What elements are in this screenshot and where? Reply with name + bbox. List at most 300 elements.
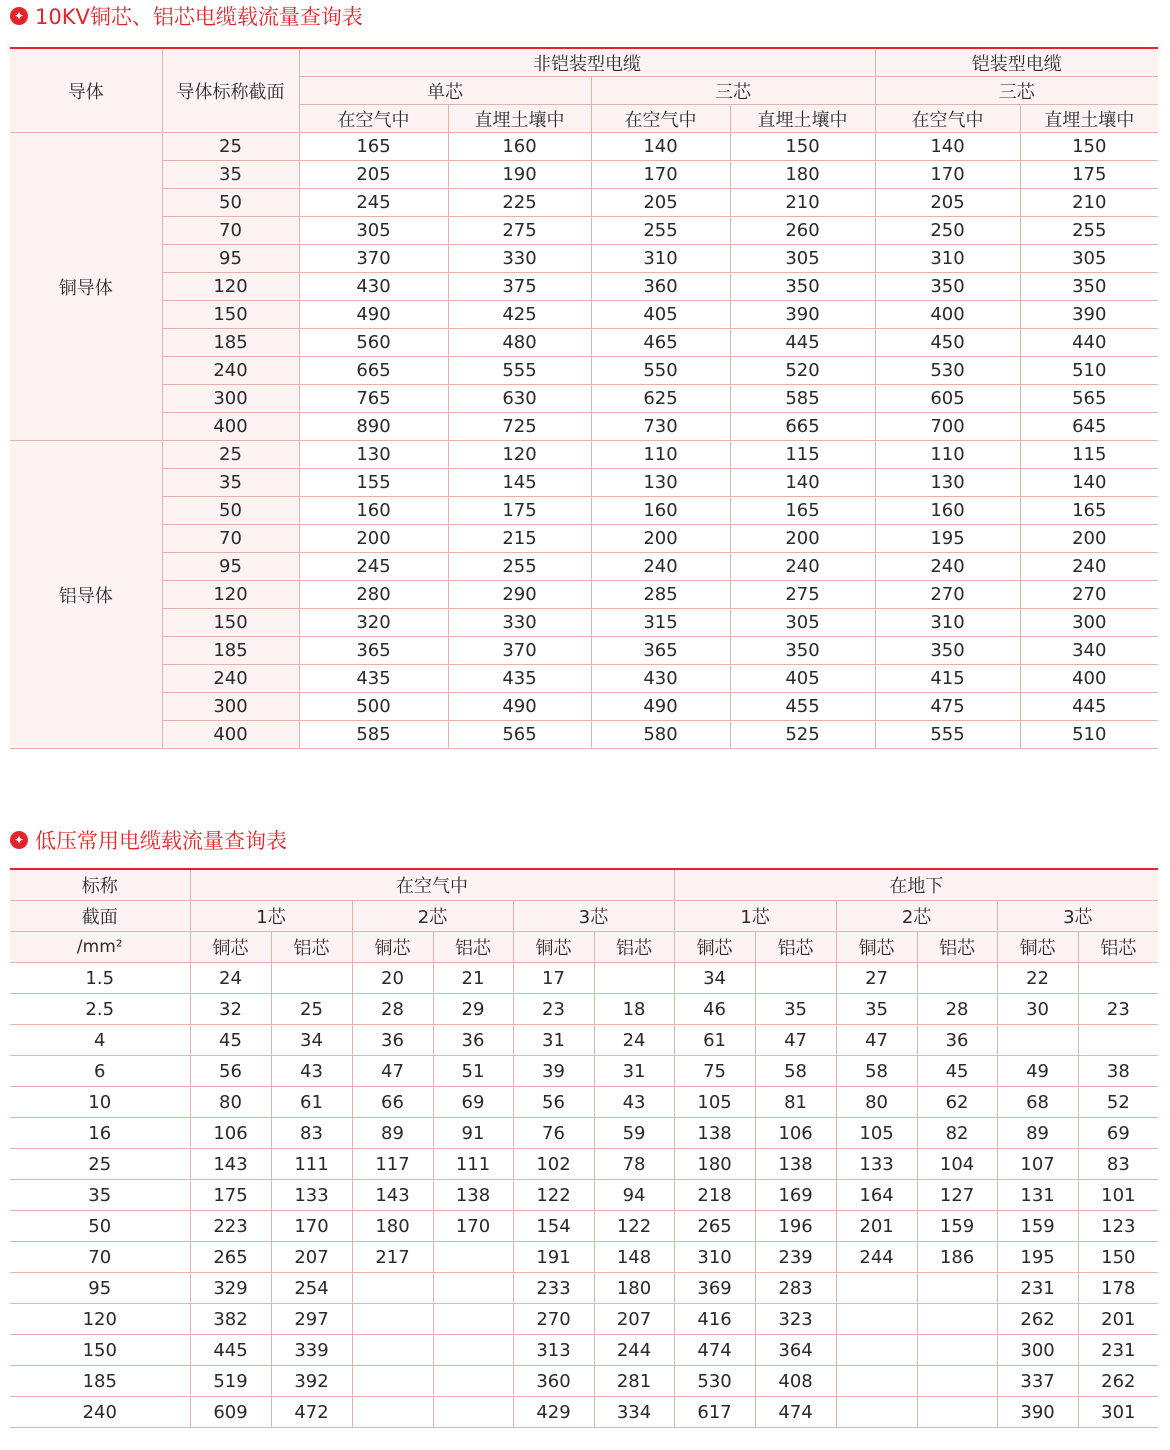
value-cell: 80	[190, 1087, 271, 1118]
value-cell: 148	[594, 1242, 674, 1273]
header-material: 铝芯	[594, 932, 674, 963]
value-cell: 111	[433, 1149, 513, 1180]
section-cell: 300	[162, 693, 299, 721]
value-cell: 21	[433, 963, 513, 994]
table-row	[10, 329, 1158, 357]
value-cell: 122	[513, 1180, 594, 1211]
header-unit: /mm²	[10, 932, 190, 963]
value-cell: 56	[513, 1087, 594, 1118]
table-row	[10, 497, 1158, 525]
value-cell: 170	[433, 1211, 513, 1242]
value-cell: 39	[513, 1056, 594, 1087]
value-cell: 61	[674, 1025, 755, 1056]
table-row	[10, 721, 1158, 749]
value-cell: 510	[1020, 357, 1158, 385]
table-row	[10, 1056, 1158, 1087]
value-cell	[917, 1366, 997, 1397]
header-core-count: 3芯	[997, 901, 1158, 932]
value-cell: 625	[591, 385, 730, 413]
section-cell: 25	[162, 133, 299, 161]
value-cell: 305	[730, 609, 875, 637]
value-cell: 400	[875, 301, 1020, 329]
value-cell: 24	[190, 963, 271, 994]
value-cell: 28	[917, 994, 997, 1025]
value-cell: 138	[674, 1118, 755, 1149]
header-section: 导体标称截面	[162, 49, 299, 133]
value-cell: 560	[299, 329, 448, 357]
value-cell: 164	[836, 1180, 917, 1211]
section-cell: 185	[162, 637, 299, 665]
table-row	[10, 469, 1158, 497]
header-material: 铝芯	[271, 932, 352, 963]
value-cell: 765	[299, 385, 448, 413]
value-cell: 115	[1020, 441, 1158, 469]
value-cell: 255	[448, 553, 591, 581]
header-in-air: 在空气中	[190, 870, 674, 901]
value-cell: 170	[271, 1211, 352, 1242]
value-cell: 200	[730, 525, 875, 553]
value-cell: 283	[755, 1273, 836, 1304]
value-cell: 270	[875, 581, 1020, 609]
value-cell: 102	[513, 1149, 594, 1180]
value-cell: 106	[755, 1118, 836, 1149]
value-cell: 207	[594, 1304, 674, 1335]
value-cell	[836, 1397, 917, 1428]
value-cell	[433, 1397, 513, 1428]
value-cell: 140	[730, 469, 875, 497]
table-row	[10, 637, 1158, 665]
value-cell: 210	[730, 189, 875, 217]
value-cell: 155	[299, 469, 448, 497]
table-row	[10, 665, 1158, 693]
value-cell: 297	[271, 1304, 352, 1335]
value-cell: 472	[271, 1397, 352, 1428]
star-icon: ✦	[10, 831, 28, 849]
table-row	[10, 553, 1158, 581]
section-cell: 25	[162, 441, 299, 469]
value-cell: 160	[299, 497, 448, 525]
table-row	[10, 245, 1158, 273]
value-cell	[594, 963, 674, 994]
value-cell: 430	[299, 273, 448, 301]
value-cell: 245	[299, 553, 448, 581]
value-cell: 580	[591, 721, 730, 749]
value-cell: 170	[591, 161, 730, 189]
value-cell: 630	[448, 385, 591, 413]
value-cell: 150	[1020, 133, 1158, 161]
value-cell: 138	[433, 1180, 513, 1211]
header-core-count: 3芯	[513, 901, 674, 932]
section-cell: 70	[10, 1242, 190, 1273]
value-cell: 490	[448, 693, 591, 721]
value-cell: 175	[448, 497, 591, 525]
header-material: 铜芯	[352, 932, 433, 963]
value-cell: 130	[591, 469, 730, 497]
value-cell: 240	[875, 553, 1020, 581]
value-cell: 305	[299, 217, 448, 245]
value-cell	[352, 1335, 433, 1366]
value-cell: 320	[299, 609, 448, 637]
section-cell: 70	[162, 217, 299, 245]
value-cell: 217	[352, 1242, 433, 1273]
value-cell: 94	[594, 1180, 674, 1211]
value-cell	[433, 1242, 513, 1273]
table-row	[10, 1242, 1158, 1273]
value-cell: 133	[836, 1149, 917, 1180]
value-cell	[1078, 1025, 1158, 1056]
section-cell: 150	[10, 1335, 190, 1366]
value-cell: 154	[513, 1211, 594, 1242]
value-cell: 519	[190, 1366, 271, 1397]
value-cell: 196	[755, 1211, 836, 1242]
value-cell: 617	[674, 1397, 755, 1428]
value-cell: 28	[352, 994, 433, 1025]
table-row	[10, 301, 1158, 329]
section-cell: 4	[10, 1025, 190, 1056]
value-cell: 240	[1020, 553, 1158, 581]
value-cell: 170	[875, 161, 1020, 189]
section-cell: 50	[162, 189, 299, 217]
table-row	[10, 161, 1158, 189]
value-cell: 555	[448, 357, 591, 385]
section-cell: 16	[10, 1118, 190, 1149]
section-cell: 50	[10, 1211, 190, 1242]
value-cell: 30	[997, 994, 1078, 1025]
conductor-group-label: 铝导体	[10, 441, 162, 749]
value-cell: 645	[1020, 413, 1158, 441]
value-cell: 111	[271, 1149, 352, 1180]
value-cell: 205	[875, 189, 1020, 217]
value-cell: 180	[352, 1211, 433, 1242]
value-cell: 550	[591, 357, 730, 385]
value-cell	[352, 1397, 433, 1428]
value-cell: 334	[594, 1397, 674, 1428]
section-cell: 240	[10, 1397, 190, 1428]
value-cell	[433, 1304, 513, 1335]
value-cell: 159	[917, 1211, 997, 1242]
value-cell: 31	[594, 1056, 674, 1087]
value-cell: 244	[594, 1335, 674, 1366]
value-cell: 49	[997, 1056, 1078, 1087]
value-cell: 365	[299, 637, 448, 665]
value-cell: 337	[997, 1366, 1078, 1397]
value-cell: 565	[448, 721, 591, 749]
value-cell: 350	[730, 637, 875, 665]
value-cell: 101	[1078, 1180, 1158, 1211]
value-cell	[836, 1273, 917, 1304]
value-cell: 31	[513, 1025, 594, 1056]
value-cell: 390	[730, 301, 875, 329]
section-cell: 95	[10, 1273, 190, 1304]
value-cell: 52	[1078, 1087, 1158, 1118]
header-armored: 铠装型电缆	[875, 49, 1158, 77]
value-cell: 175	[190, 1180, 271, 1211]
header-three-core: 三芯	[591, 77, 875, 105]
value-cell: 260	[730, 217, 875, 245]
value-cell: 445	[1020, 693, 1158, 721]
value-cell: 165	[730, 497, 875, 525]
value-cell: 34	[271, 1025, 352, 1056]
value-cell: 143	[352, 1180, 433, 1211]
value-cell: 43	[271, 1056, 352, 1087]
value-cell: 490	[299, 301, 448, 329]
header-material: 铝芯	[755, 932, 836, 963]
header-material: 铜芯	[190, 932, 271, 963]
value-cell: 520	[730, 357, 875, 385]
value-cell: 58	[836, 1056, 917, 1087]
header-material: 铝芯	[1078, 932, 1158, 963]
header-material: 铜芯	[997, 932, 1078, 963]
section-cell: 400	[162, 413, 299, 441]
value-cell	[1078, 963, 1158, 994]
value-cell: 47	[836, 1025, 917, 1056]
value-cell: 323	[755, 1304, 836, 1335]
table-row	[10, 1149, 1158, 1180]
header-in-air: 在空气中	[591, 105, 730, 133]
value-cell: 47	[352, 1056, 433, 1087]
value-cell: 106	[190, 1118, 271, 1149]
value-cell: 23	[1078, 994, 1158, 1025]
table-row	[10, 1025, 1158, 1056]
value-cell: 262	[1078, 1366, 1158, 1397]
value-cell: 425	[448, 301, 591, 329]
value-cell: 191	[513, 1242, 594, 1273]
header-core-count: 2芯	[836, 901, 997, 932]
value-cell: 339	[271, 1335, 352, 1366]
header-in-soil: 直埋土壤中	[730, 105, 875, 133]
value-cell: 250	[875, 217, 1020, 245]
header-material: 铜芯	[836, 932, 917, 963]
value-cell: 89	[352, 1118, 433, 1149]
value-cell: 195	[875, 525, 1020, 553]
conductor-group-label: 铜导体	[10, 133, 162, 441]
section-title-low-voltage	[10, 824, 287, 856]
value-cell: 110	[875, 441, 1020, 469]
value-cell: 91	[433, 1118, 513, 1149]
value-cell: 231	[997, 1273, 1078, 1304]
table-row	[10, 273, 1158, 301]
section-cell: 35	[10, 1180, 190, 1211]
value-cell: 160	[875, 497, 1020, 525]
value-cell: 127	[917, 1180, 997, 1211]
value-cell: 115	[730, 441, 875, 469]
value-cell: 525	[730, 721, 875, 749]
value-cell: 160	[591, 497, 730, 525]
value-cell: 500	[299, 693, 448, 721]
section-cell: 50	[162, 497, 299, 525]
value-cell: 22	[997, 963, 1078, 994]
value-cell: 265	[674, 1211, 755, 1242]
header-conductor: 导体	[10, 49, 162, 133]
value-cell: 265	[190, 1242, 271, 1273]
section-title-text: 10KV铜芯、铝芯电缆载流量查询表	[35, 5, 363, 29]
value-cell: 233	[513, 1273, 594, 1304]
value-cell: 392	[271, 1366, 352, 1397]
value-cell: 75	[674, 1056, 755, 1087]
table-row	[10, 1087, 1158, 1118]
header-section: 截面	[10, 901, 190, 932]
value-cell: 310	[875, 609, 1020, 637]
value-cell: 180	[730, 161, 875, 189]
value-cell: 730	[591, 413, 730, 441]
value-cell: 36	[433, 1025, 513, 1056]
value-cell: 475	[875, 693, 1020, 721]
value-cell: 169	[755, 1180, 836, 1211]
value-cell	[433, 1273, 513, 1304]
value-cell: 890	[299, 413, 448, 441]
section-cell: 150	[162, 609, 299, 637]
value-cell: 225	[448, 189, 591, 217]
table-row	[10, 1304, 1158, 1335]
section-cell: 185	[162, 329, 299, 357]
value-cell: 290	[448, 581, 591, 609]
header-core-count: 1芯	[674, 901, 836, 932]
value-cell: 435	[448, 665, 591, 693]
value-cell: 408	[755, 1366, 836, 1397]
value-cell: 360	[591, 273, 730, 301]
value-cell: 255	[591, 217, 730, 245]
value-cell: 275	[448, 217, 591, 245]
section-cell: 25	[10, 1149, 190, 1180]
value-cell: 350	[875, 637, 1020, 665]
value-cell	[271, 963, 352, 994]
header-material: 铝芯	[917, 932, 997, 963]
value-cell: 605	[875, 385, 1020, 413]
table-row	[10, 1180, 1158, 1211]
value-cell: 270	[513, 1304, 594, 1335]
section-title-10kv	[10, 0, 363, 32]
header-in-air: 在空气中	[299, 105, 448, 133]
value-cell	[836, 1304, 917, 1335]
value-cell: 35	[755, 994, 836, 1025]
value-cell: 45	[917, 1056, 997, 1087]
value-cell: 140	[1020, 469, 1158, 497]
value-cell: 218	[674, 1180, 755, 1211]
value-cell: 35	[836, 994, 917, 1025]
value-cell: 390	[997, 1397, 1078, 1428]
value-cell: 329	[190, 1273, 271, 1304]
value-cell: 585	[730, 385, 875, 413]
value-cell: 665	[299, 357, 448, 385]
value-cell: 565	[1020, 385, 1158, 413]
value-cell: 223	[190, 1211, 271, 1242]
value-cell: 530	[875, 357, 1020, 385]
value-cell: 609	[190, 1397, 271, 1428]
value-cell: 585	[299, 721, 448, 749]
value-cell: 445	[190, 1335, 271, 1366]
value-cell: 240	[730, 553, 875, 581]
section-cell: 240	[162, 665, 299, 693]
value-cell: 490	[591, 693, 730, 721]
value-cell: 145	[448, 469, 591, 497]
value-cell: 255	[1020, 217, 1158, 245]
value-cell: 180	[594, 1273, 674, 1304]
value-cell: 375	[448, 273, 591, 301]
value-cell: 369	[674, 1273, 755, 1304]
value-cell: 69	[1078, 1118, 1158, 1149]
table-row	[10, 1366, 1158, 1397]
value-cell: 430	[591, 665, 730, 693]
value-cell: 405	[591, 301, 730, 329]
value-cell: 34	[674, 963, 755, 994]
value-cell: 405	[730, 665, 875, 693]
section-cell: 120	[162, 581, 299, 609]
value-cell: 24	[594, 1025, 674, 1056]
header-underground: 在地下	[674, 870, 1158, 901]
value-cell: 350	[875, 273, 1020, 301]
value-cell: 120	[448, 441, 591, 469]
value-cell: 215	[448, 525, 591, 553]
value-cell: 159	[997, 1211, 1078, 1242]
section-cell: 35	[162, 161, 299, 189]
value-cell: 25	[271, 994, 352, 1025]
table-row	[10, 217, 1158, 245]
value-cell: 555	[875, 721, 1020, 749]
section-cell: 240	[162, 357, 299, 385]
value-cell: 480	[448, 329, 591, 357]
value-cell: 165	[1020, 497, 1158, 525]
value-cell: 110	[591, 441, 730, 469]
value-cell: 201	[1078, 1304, 1158, 1335]
value-cell: 201	[836, 1211, 917, 1242]
value-cell	[917, 1335, 997, 1366]
value-cell: 474	[674, 1335, 755, 1366]
value-cell: 186	[917, 1242, 997, 1273]
value-cell: 117	[352, 1149, 433, 1180]
value-cell: 207	[271, 1242, 352, 1273]
value-cell: 364	[755, 1335, 836, 1366]
header-in-air: 在空气中	[875, 105, 1020, 133]
section-cell: 70	[162, 525, 299, 553]
table-row	[10, 1397, 1158, 1428]
value-cell: 180	[674, 1149, 755, 1180]
value-cell: 131	[997, 1180, 1078, 1211]
value-cell: 239	[755, 1242, 836, 1273]
value-cell	[917, 1273, 997, 1304]
value-cell	[997, 1025, 1078, 1056]
value-cell: 36	[917, 1025, 997, 1056]
section-cell: 300	[162, 385, 299, 413]
value-cell: 80	[836, 1087, 917, 1118]
value-cell: 725	[448, 413, 591, 441]
value-cell: 280	[299, 581, 448, 609]
value-cell: 78	[594, 1149, 674, 1180]
table-row	[10, 994, 1158, 1025]
value-cell: 56	[190, 1056, 271, 1087]
table-10kv-ampacity	[10, 49, 1158, 749]
section-cell: 6	[10, 1056, 190, 1087]
value-cell: 400	[1020, 665, 1158, 693]
value-cell: 200	[1020, 525, 1158, 553]
table-row	[10, 609, 1158, 637]
section-cell: 35	[162, 469, 299, 497]
value-cell	[433, 1366, 513, 1397]
value-cell: 429	[513, 1397, 594, 1428]
value-cell: 205	[299, 161, 448, 189]
value-cell: 200	[591, 525, 730, 553]
value-cell: 416	[674, 1304, 755, 1335]
section-cell: 1.5	[10, 963, 190, 994]
table-row	[10, 385, 1158, 413]
value-cell: 17	[513, 963, 594, 994]
section-title-text: 低压常用电缆载流量查询表	[35, 829, 287, 853]
value-cell: 390	[1020, 301, 1158, 329]
value-cell: 107	[997, 1149, 1078, 1180]
table-row	[10, 441, 1158, 469]
value-cell: 254	[271, 1273, 352, 1304]
value-cell	[352, 1366, 433, 1397]
value-cell: 89	[997, 1118, 1078, 1149]
